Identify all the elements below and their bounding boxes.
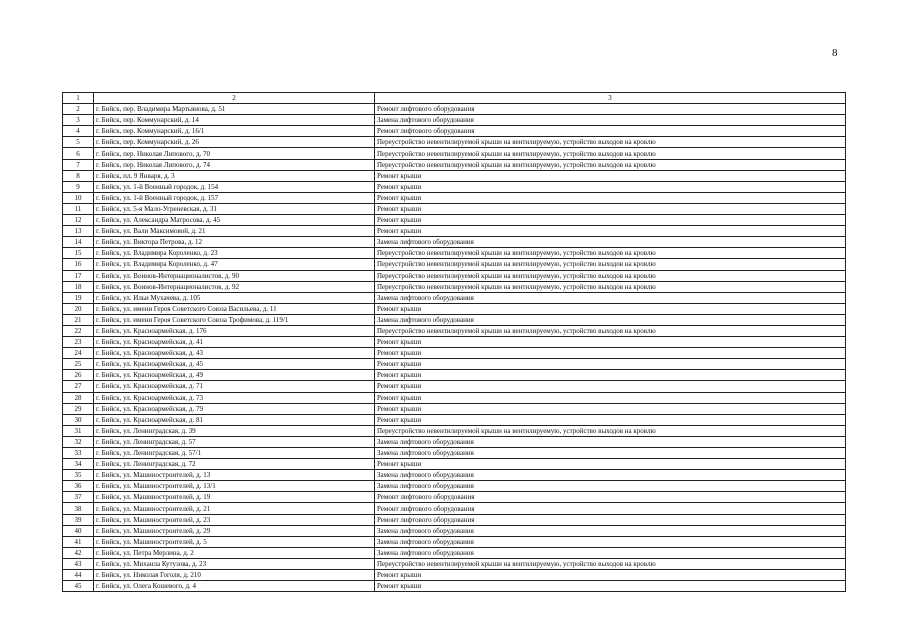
table-row [63,159,846,170]
row-work-type: Переустройство невентилируемой крыши на вентилируемую, устройство выходов на кровлю [375,259,846,270]
page-number: 8 [832,47,838,59]
row-number: 10 [63,192,94,203]
table-row [63,215,846,226]
table-row [63,558,846,569]
row-number: 45 [63,581,94,592]
table-row [63,104,846,115]
row-address: г. Бийск, ул. Олега Кошевого, д. 4 [94,581,375,592]
row-work-type: Замена лифтового оборудования [375,481,846,492]
row-work-type: Ремонт крыши [375,181,846,192]
row-work-type: Замена лифтового оборудования [375,237,846,248]
row-number: 20 [63,303,94,314]
row-address: г. Бийск, пер. Коммунарский, д. 16/1 [94,126,375,137]
row-address: г. Бийск, ул. Красноармейская, д. 45 [94,359,375,370]
row-address: г. Бийск, ул. Красноармейская, д. 81 [94,414,375,425]
table-row [63,337,846,348]
row-number: 7 [63,159,94,170]
table-row [63,281,846,292]
table-row [63,270,846,281]
table-row [63,581,846,592]
table-row [63,570,846,581]
table-row [63,492,846,503]
row-number: 40 [63,525,94,536]
table-row [63,126,846,137]
row-work-type: Ремонт крыши [375,570,846,581]
row-work-type: Ремонт крыши [375,381,846,392]
table-row [63,314,846,325]
table-row [63,348,846,359]
row-address: г. Бийск, ул. имени Героя Советского Союза Васильева, д. 11 [94,303,375,314]
table-row [63,459,846,470]
row-work-type: Замена лифтового оборудования [375,470,846,481]
row-address: г. Бийск, ул. Воинов-Интернационалистов, д. 90 [94,270,375,281]
row-number: 2 [63,104,94,115]
row-number: 42 [63,547,94,558]
row-number: 11 [63,203,94,214]
table-row [63,359,846,370]
row-number: 30 [63,414,94,425]
row-address: г. Бийск, ул. Николая Гоголя, д. 210 [94,570,375,581]
table-row [63,226,846,237]
row-address: г. Бийск, ул. 5-я Мало-Угреневская, д. 31 [94,203,375,214]
row-number: 17 [63,270,94,281]
row-work-type: Переустройство невентилируемой крыши на вентилируемую, устройство выходов на кровлю [375,425,846,436]
row-work-type: Замена лифтового оборудования [375,115,846,126]
row-work-type: Ремонт лифтового оборудования [375,492,846,503]
row-work-type: Замена лифтового оборудования [375,314,846,325]
row-address: г. Бийск, ул. Виктора Петрова, д. 12 [94,237,375,248]
table-row [63,392,846,403]
row-work-type: Ремонт крыши [375,170,846,181]
row-number: 39 [63,514,94,525]
row-number: 43 [63,558,94,569]
table-row [63,436,846,447]
table-header-row [63,93,846,104]
row-address: г. Бийск, ул. Красноармейская, д. 43 [94,348,375,359]
row-address: г. Бийск, пер. Николая Липового, д. 74 [94,159,375,170]
row-work-type: Замена лифтового оборудования [375,547,846,558]
row-address: г. Бийск, ул. Машиностроителей, д. 21 [94,503,375,514]
row-work-type: Ремонт лифтового оборудования [375,104,846,115]
row-address: г. Бийск, ул. Александра Матросова, д. 45 [94,215,375,226]
row-number: 19 [63,292,94,303]
table-row [63,137,846,148]
table-row [63,425,846,436]
table-row [63,403,846,414]
table-row [63,148,846,159]
header-col-address: 2 [94,93,375,104]
row-address: г. Бийск, ул. Машиностроителей, д. 5 [94,536,375,547]
table-row [63,170,846,181]
row-number: 4 [63,126,94,137]
row-work-type: Ремонт лифтового оборудования [375,514,846,525]
row-number: 13 [63,226,94,237]
row-number: 26 [63,370,94,381]
row-number: 14 [63,237,94,248]
row-number: 9 [63,181,94,192]
row-address: г. Бийск, ул. Михаила Кутузова, д. 23 [94,558,375,569]
header-col-number: 1 [63,93,94,104]
table-row [63,203,846,214]
row-number: 18 [63,281,94,292]
table-row [63,370,846,381]
row-address: г. Бийск, ул. Ленинградская, д. 39 [94,425,375,436]
row-work-type: Ремонт крыши [375,215,846,226]
row-work-type: Ремонт крыши [375,370,846,381]
table-row [63,536,846,547]
row-number: 33 [63,448,94,459]
row-address: г. Бийск, пер. Коммунарский, д. 14 [94,115,375,126]
row-number: 23 [63,337,94,348]
table-row [63,514,846,525]
row-address: г. Бийск, ул. Ленинградская, д. 72 [94,459,375,470]
row-work-type: Замена лифтового оборудования [375,436,846,447]
row-address: г. Бийск, ул. 1-й Военный городок, д. 157 [94,192,375,203]
row-address: г. Бийск, ул. Красноармейская, д. 73 [94,392,375,403]
row-number: 3 [63,115,94,126]
row-work-type: Переустройство невентилируемой крыши на вентилируемую, устройство выходов на кровлю [375,248,846,259]
row-work-type: Переустройство невентилируемой крыши на вентилируемую, устройство выходов на кровлю [375,325,846,336]
row-address: г. Бийск, ул. Вали Максимовой, д. 21 [94,226,375,237]
table-row [63,192,846,203]
row-number: 15 [63,248,94,259]
row-address: г. Бийск, ул. Владимира Короленко, д. 23 [94,248,375,259]
row-work-type: Ремонт лифтового оборудования [375,126,846,137]
row-number: 25 [63,359,94,370]
row-work-type: Ремонт крыши [375,226,846,237]
row-address: г. Бийск, ул. Ленинградская, д. 57/1 [94,448,375,459]
row-address: г. Бийск, ул. Ленинградская, д. 57 [94,436,375,447]
row-number: 28 [63,392,94,403]
row-address: г. Бийск, ул. Красноармейская, д. 79 [94,403,375,414]
row-number: 41 [63,536,94,547]
row-address: г. Бийск, ул. Машиностроителей, д. 29 [94,525,375,536]
row-number: 24 [63,348,94,359]
table-row [63,325,846,336]
table-row [63,470,846,481]
row-work-type: Переустройство невентилируемой крыши на вентилируемую, устройство выходов на кровлю [375,281,846,292]
row-number: 38 [63,503,94,514]
row-number: 5 [63,137,94,148]
row-work-type: Ремонт крыши [375,203,846,214]
row-number: 6 [63,148,94,159]
table-row [63,547,846,558]
table-row [63,292,846,303]
table-row [63,303,846,314]
table-row [63,525,846,536]
row-work-type: Ремонт крыши [375,403,846,414]
table-row [63,115,846,126]
row-address: г. Бийск, ул. Машиностроителей, д. 13 [94,470,375,481]
row-work-type: Ремонт крыши [375,581,846,592]
row-number: 34 [63,459,94,470]
row-number: 35 [63,470,94,481]
row-address: г. Бийск, ул. Красноармейская, д. 49 [94,370,375,381]
table-row [63,237,846,248]
row-number: 29 [63,403,94,414]
table-row [63,414,846,425]
row-work-type: Ремонт крыши [375,337,846,348]
row-address: г. Бийск, ул. Красноармейская, д. 41 [94,337,375,348]
row-address: г. Бийск, ул. 1-й Военный городок, д. 154 [94,181,375,192]
row-work-type: Переустройство невентилируемой крыши на вентилируемую, устройство выходов на кровлю [375,137,846,148]
row-number: 27 [63,381,94,392]
row-number: 21 [63,314,94,325]
row-address: г. Бийск, ул. имени Героя Советского Союза Трофимова, д. 119/1 [94,314,375,325]
row-number: 22 [63,325,94,336]
table-row [63,448,846,459]
row-address: г. Бийск, ул. Воинов-Интернационалистов, д. 92 [94,281,375,292]
row-work-type: Ремонт крыши [375,459,846,470]
row-address: г. Бийск, ул. Петра Мерлина, д. 2 [94,547,375,558]
row-number: 16 [63,259,94,270]
row-work-type: Замена лифтового оборудования [375,448,846,459]
row-address: г. Бийск, пер. Владимира Мартьянова, д. 51 [94,104,375,115]
row-address: г. Бийск, ул. Владимира Короленко, д. 47 [94,259,375,270]
table-row [63,248,846,259]
row-number: 32 [63,436,94,447]
table-row [63,259,846,270]
row-number: 44 [63,570,94,581]
row-address: г. Бийск, пер. Николая Липового, д. 70 [94,148,375,159]
row-work-type: Ремонт крыши [375,414,846,425]
row-work-type: Переустройство невентилируемой крыши на вентилируемую, устройство выходов на кровлю [375,558,846,569]
row-work-type: Ремонт крыши [375,359,846,370]
row-work-type: Ремонт крыши [375,303,846,314]
table-row [63,181,846,192]
row-work-type: Переустройство невентилируемой крыши на вентилируемую, устройство выходов на кровлю [375,148,846,159]
table-row [63,481,846,492]
row-work-type: Ремонт крыши [375,192,846,203]
row-address: г. Бийск, ул. Машиностроителей, д. 19 [94,492,375,503]
row-work-type: Замена лифтового оборудования [375,536,846,547]
row-work-type: Ремонт крыши [375,392,846,403]
row-work-type: Переустройство невентилируемой крыши на вентилируемую, устройство выходов на кровлю [375,270,846,281]
works-table [62,92,846,592]
row-address: г. Бийск, ул. Красноармейская, д. 176 [94,325,375,336]
row-work-type: Ремонт лифтового оборудования [375,503,846,514]
table-row [63,381,846,392]
row-number: 37 [63,492,94,503]
row-work-type: Ремонт крыши [375,348,846,359]
row-work-type: Замена лифтового оборудования [375,525,846,536]
row-address: г. Бийск, пер. Коммунарский, д. 26 [94,137,375,148]
row-number: 31 [63,425,94,436]
header-col-work-type: 3 [375,93,846,104]
row-address: г. Бийск, пл. 9 Января, д. 3 [94,170,375,181]
table-row [63,503,846,514]
row-address: г. Бийск, ул. Машиностроителей, д. 13/1 [94,481,375,492]
works-table-body [63,93,846,592]
row-work-type: Замена лифтового оборудования [375,292,846,303]
row-address: г. Бийск, ул. Красноармейская, д. 71 [94,381,375,392]
row-number: 12 [63,215,94,226]
row-address: г. Бийск, ул. Машиностроителей, д. 23 [94,514,375,525]
row-work-type: Переустройство невентилируемой крыши на вентилируемую, устройство выходов на кровлю [375,159,846,170]
row-number: 36 [63,481,94,492]
row-number: 8 [63,170,94,181]
row-address: г. Бийск, ул. Ильи Мухачева, д. 105 [94,292,375,303]
